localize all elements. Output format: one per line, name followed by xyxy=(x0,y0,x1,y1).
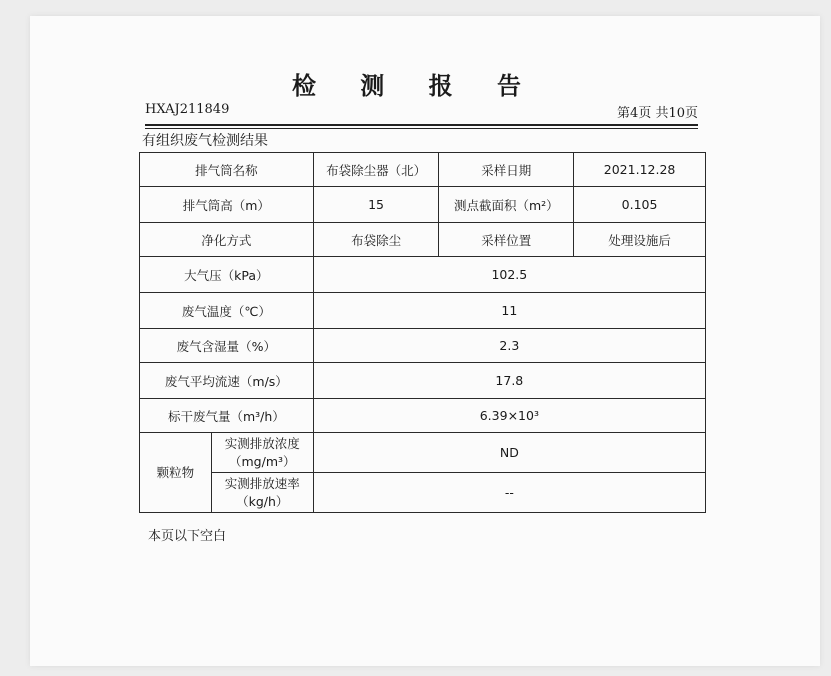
report-number: HXAJ211849 xyxy=(145,102,230,117)
table-row xyxy=(140,363,706,399)
velocity-value: 17.8 xyxy=(313,363,705,399)
purify-method-label: 净化方式 xyxy=(140,223,314,257)
stack-name-value: 布袋除尘器（北） xyxy=(313,153,439,187)
sampling-position-value: 处理设施后 xyxy=(574,223,706,257)
sampling-date-label: 采样日期 xyxy=(439,153,574,187)
concentration-value: ND xyxy=(313,433,705,473)
moisture-label: 废气含湿量（%） xyxy=(140,329,314,363)
pressure-value: 102.5 xyxy=(313,257,705,293)
report-meta-line xyxy=(145,102,698,126)
velocity-label: 废气平均流速（m/s） xyxy=(140,363,314,399)
table-row xyxy=(140,433,706,473)
table-row xyxy=(140,257,706,293)
emission-rate-label-line1: 实测排放速率 xyxy=(224,475,300,491)
section-title: 有组织废气检测结果 xyxy=(142,133,268,149)
page-info: 第4页 共10页 xyxy=(617,106,698,121)
report-title: 检 测 报 告 xyxy=(291,71,540,100)
section-area-value: 0.105 xyxy=(574,187,706,223)
particulate-label: 颗粒物 xyxy=(140,433,212,513)
emission-rate-label-line2: （kg/h） xyxy=(236,493,289,509)
table-row xyxy=(140,293,706,329)
table-row xyxy=(140,329,706,363)
flow-label: 标干废气量（m³/h） xyxy=(140,399,314,433)
moisture-value: 2.3 xyxy=(313,329,705,363)
footer-note: 本页以下空白 xyxy=(148,529,227,544)
concentration-label-line2: （mg/m³） xyxy=(229,453,296,469)
table-row xyxy=(140,187,706,223)
table-row xyxy=(140,223,706,257)
temperature-label: 废气温度（℃） xyxy=(140,293,314,329)
table-row xyxy=(140,153,706,187)
temperature-value: 11 xyxy=(313,293,705,329)
sampling-date-value: 2021.12.28 xyxy=(574,153,706,187)
emission-rate-label xyxy=(211,473,313,513)
stack-height-value: 15 xyxy=(313,187,439,223)
flow-value: 6.39×10³ xyxy=(313,399,705,433)
stack-name-label: 排气筒名称 xyxy=(140,153,314,187)
concentration-label-line1: 实测排放浓度 xyxy=(224,435,300,451)
table-row xyxy=(140,399,706,433)
sampling-position-label: 采样位置 xyxy=(439,223,574,257)
results-table xyxy=(139,152,706,513)
pressure-label: 大气压（kPa） xyxy=(140,257,314,293)
concentration-label xyxy=(211,433,313,473)
table-row xyxy=(140,473,706,513)
section-area-label: 测点截面积（m²） xyxy=(439,187,574,223)
stack-height-label: 排气筒高（m） xyxy=(140,187,314,223)
purify-method-value: 布袋除尘 xyxy=(313,223,439,257)
emission-rate-value: -- xyxy=(313,473,705,513)
